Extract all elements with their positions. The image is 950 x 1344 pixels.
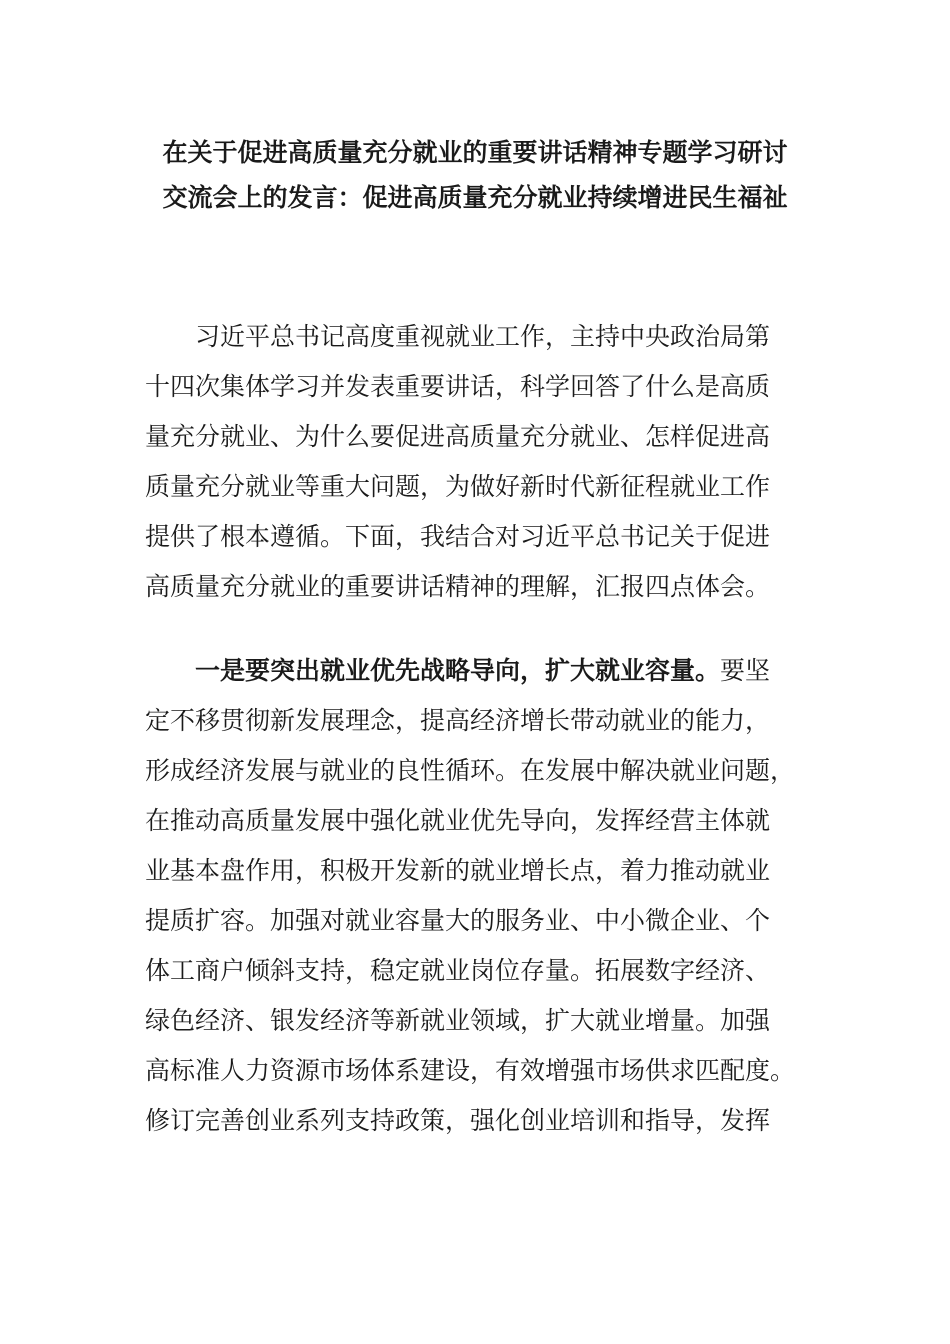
paragraph-line: 形成经济发展与就业的良性循环。在发展中解决就业问题， — [145, 756, 796, 785]
title-line-2: 交流会上的发言：促进高质量充分就业持续增进民生福祉 — [162, 183, 788, 212]
paragraph-line: 体工商户倾斜支持，稳定就业岗位存量。拓展数字经济、 — [145, 956, 771, 985]
title-line-1: 在关于促进高质量充分就业的重要讲话精神专题学习研讨 — [162, 138, 788, 167]
paragraph-point-one — [145, 646, 805, 1146]
paragraph-line: 定不移贯彻新发展理念，提高经济增长带动就业的能力， — [145, 706, 771, 735]
paragraph-line: 十四次集体学习并发表重要讲话，科学回答了什么是高质 — [145, 372, 771, 401]
point-heading-continuation: 要坚 — [720, 656, 771, 685]
paragraph-first-line — [145, 646, 805, 696]
paragraph-line: 量充分就业、为什么要促进高质量充分就业、怎样促进高 — [145, 422, 771, 451]
paragraph-line: 质量充分就业等重大问题，为做好新时代新征程就业工作 — [145, 472, 771, 501]
paragraph-line: 提供了根本遵循。下面，我结合对习近平总书记关于促进 — [145, 522, 771, 551]
paragraph-line: 高标准人力资源市场体系建设，有效增强市场供求匹配度。 — [145, 1056, 796, 1085]
paragraph-line: 在推动高质量发展中强化就业优先导向，发挥经营主体就 — [145, 806, 771, 835]
paragraph-line: 业基本盘作用，积极开发新的就业增长点，着力推动就业 — [145, 856, 771, 885]
paragraph-line: 修订完善创业系列支持政策，强化创业培训和指导，发挥 — [145, 1106, 771, 1135]
point-heading: 一是要突出就业优先战略导向，扩大就业容量。 — [195, 656, 721, 685]
paragraph-intro — [145, 312, 805, 612]
document-title — [120, 130, 830, 220]
paragraph-line: 绿色经济、银发经济等新就业领域，扩大就业增量。加强 — [145, 1006, 771, 1035]
paragraph-line: 习近平总书记高度重视就业工作，主持中央政治局第 — [195, 322, 771, 351]
paragraph-line: 高质量充分就业的重要讲话精神的理解，汇报四点体会。 — [145, 572, 771, 601]
paragraph-line: 提质扩容。加强对就业容量大的服务业、中小微企业、个 — [145, 906, 771, 935]
